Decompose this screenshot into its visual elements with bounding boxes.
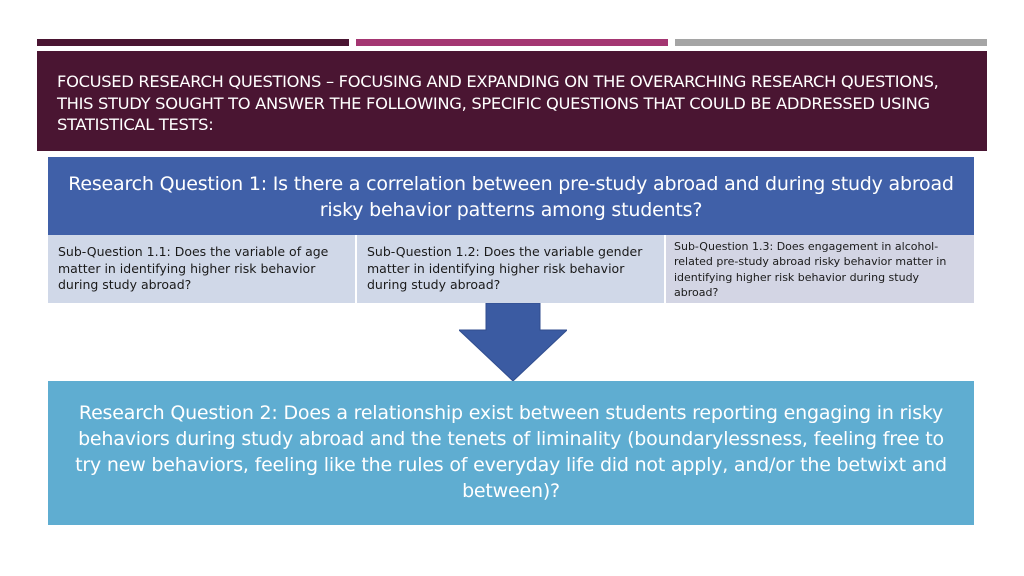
slide-title: FOCUSED RESEARCH QUESTIONS – FOCUSING AND EXPANDING ON THE OVERARCHING RESEARCH QUESTIONS, THIS STUDY SOUGHT TO ANSWER THE FOLLOWING, SPECIFIC QUESTIONS THAT COULD BE ADDRESSED USING STATISTICAL TESTS: [57,72,939,134]
research-question-2-box [48,381,974,525]
sub-questions-row [48,235,974,303]
research-question-1-box [48,157,974,235]
accent-stripe-magenta [356,39,668,46]
sub-question-1-2-text: Sub-Question 1.2: Does the variable gender matter in identifying higher risk behavior during study abroad? [367,244,643,292]
sub-question-1-2-box [357,235,666,303]
accent-stripe-dark [37,39,349,46]
research-question-2-text: Research Question 2: Does a relationship exist between students reporting engaging in risky behaviors during study abroad and the tenets of liminality (boundarylessness, feeling free to try new behaviors, feeling like the rules of everyday life did not apply, and/or the betwixt and between)? [75,402,947,502]
research-question-1-text: Research Question 1: Is there a correlation between pre-study abroad and during study abroad risky behavior patterns among students? [68,173,954,221]
down-arrow-icon [459,303,567,381]
sub-question-1-3-text: Sub-Question 1.3: Does engagement in alcohol-related pre-study abroad risky behavior matter in identifying higher risk behavior during study abroad? [674,240,947,299]
accent-stripe-gray [675,39,987,46]
sub-question-1-1-text: Sub-Question 1.1: Does the variable of age matter in identifying higher risk behavior during study abroad? [58,244,329,292]
down-arrow-shape [459,303,567,381]
sub-question-1-3-box [666,235,974,303]
title-banner [37,51,987,151]
sub-question-1-1-box [48,235,357,303]
